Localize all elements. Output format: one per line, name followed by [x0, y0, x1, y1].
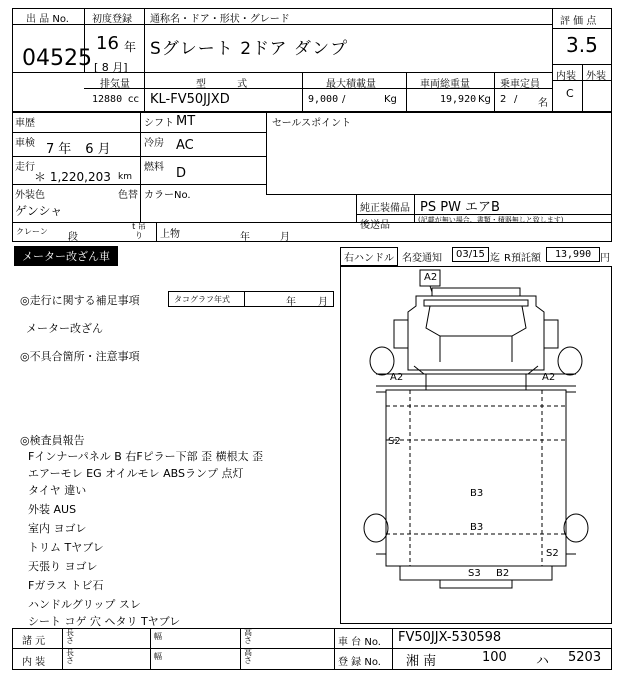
- history-label: 車歴: [15, 118, 35, 129]
- divider: [144, 8, 145, 72]
- sales-point-label: セールスポイント: [272, 118, 352, 129]
- damage-mark: S2: [546, 548, 559, 559]
- color-code-label: カラーNo.: [144, 190, 191, 201]
- lot-no-label: 出 品 No.: [26, 14, 69, 25]
- first-reg-year: 16: [96, 33, 119, 54]
- first-reg-label: 初度登録: [92, 14, 132, 25]
- damage-mark: B3: [470, 488, 484, 499]
- inspector-title: ◎検査員報告: [20, 434, 85, 447]
- shift-label: シフト: [144, 118, 174, 129]
- bed-front-posts: [426, 374, 526, 390]
- inspector-line: 天張り ヨゴレ: [28, 560, 98, 573]
- upper-label: 上物: [160, 229, 180, 240]
- capacity-value: 2: [500, 94, 507, 105]
- inspector-line: エアーモレ EG オイルモレ ABSランプ 点灯: [28, 467, 244, 480]
- divider: [266, 194, 612, 195]
- shift-value: MT: [176, 114, 196, 129]
- rear-bumper: [440, 580, 512, 588]
- damage-mark: A2: [542, 372, 556, 383]
- max-load-unit: Kg: [384, 94, 397, 105]
- crane-ton: t 吊り: [132, 222, 146, 240]
- front-left-wheel: [370, 347, 394, 375]
- fuel-label: 燃料: [144, 162, 164, 173]
- genuine-equip-value: PS PW エアB: [420, 200, 500, 215]
- model-name: Sグレート 2ドア ダンプ: [150, 39, 349, 59]
- windshield-top: [424, 300, 528, 306]
- inspection-month-unit: 月: [97, 142, 111, 157]
- genuine-equip-label: 純正装備品: [360, 203, 410, 214]
- interior-grade: C: [566, 87, 574, 100]
- cell-label-width: 幅: [154, 632, 162, 641]
- notice-date: 03/15: [452, 247, 489, 262]
- divider: [12, 72, 84, 73]
- cab-pillars: [440, 336, 512, 362]
- capacity-unit: 名: [538, 98, 548, 109]
- defects-title: ◎不具合箇所・注意事項: [20, 350, 140, 363]
- divider: [150, 628, 151, 670]
- upper-month-unit: 月: [280, 232, 290, 243]
- divider: [494, 72, 495, 112]
- running-title: ◎走行に関する補足事項: [20, 294, 140, 307]
- front-right-wheel: [558, 347, 582, 375]
- mileage-value: ＊ 1,220,203: [34, 170, 111, 184]
- bed-cross-lines: [386, 406, 566, 534]
- damage-mark: A2: [390, 372, 404, 383]
- divider: [582, 64, 583, 112]
- max-load-sep: /: [342, 94, 346, 105]
- reg-number: 5203: [568, 650, 602, 665]
- grade-label: 評 価 点: [560, 16, 597, 27]
- cab-body: [408, 296, 544, 370]
- interior-label: 内装: [556, 71, 576, 82]
- capacity-label: 乗車定員: [500, 79, 540, 90]
- interior-row-label: 内 装: [22, 657, 46, 668]
- divider: [356, 194, 357, 222]
- divider: [334, 628, 335, 670]
- inspector-line: トリム Tヤブレ: [28, 541, 104, 554]
- divider: [140, 112, 141, 222]
- divider: [414, 214, 415, 222]
- grade-value: 3.5: [566, 33, 598, 57]
- inspector-line: シート コゲ 穴 ヘタリ Tヤブレ: [28, 615, 181, 628]
- divider: [240, 628, 241, 670]
- yen-unit: 円: [600, 253, 610, 264]
- rear-right-wheel: [564, 514, 588, 542]
- inspector-line: ハンドルグリップ スレ: [28, 598, 141, 611]
- notice-label: 名変通知: [402, 253, 442, 264]
- divider: [84, 88, 552, 89]
- gross-weight-value: 19,920: [440, 94, 477, 105]
- damage-mark: A2: [424, 272, 438, 283]
- damage-mark: B2: [496, 568, 510, 579]
- lot-number: 04525: [22, 46, 92, 71]
- running-note: メーター改ざん: [26, 322, 103, 335]
- rhd-badge: 右ハンドル: [340, 247, 398, 266]
- ac-value: AC: [176, 138, 194, 153]
- chassis-label: 車 台 No.: [338, 637, 381, 648]
- crane-label: クレーン: [16, 227, 48, 236]
- divider: [406, 72, 407, 112]
- cargo-bed: [386, 390, 566, 566]
- inspection-month: 6: [85, 142, 94, 157]
- mileage-unit: km: [118, 172, 132, 182]
- divider: [156, 222, 157, 242]
- reg-kana: ハ: [536, 654, 550, 669]
- displacement-value: 12880: [92, 94, 123, 105]
- tacho-year-unit: 年: [286, 297, 296, 308]
- inspector-line: Fガラス トビ石: [28, 579, 104, 592]
- divider: [12, 132, 266, 133]
- divider: [266, 112, 267, 194]
- gross-weight-label: 車両総重量: [420, 79, 470, 90]
- spec-row-label: 諸 元: [22, 636, 46, 647]
- capacity-sep: /: [514, 94, 518, 105]
- inspector-line: 外装 AUS: [28, 503, 77, 516]
- inspection-label: 車検: [15, 138, 35, 149]
- cab-mirrors: [394, 320, 558, 348]
- damage-mark: S2: [388, 436, 401, 447]
- footer-frame: [12, 628, 612, 670]
- inspection-year-unit: 年: [58, 142, 72, 157]
- docs-label: 後送品: [360, 220, 390, 231]
- windshield: [426, 306, 526, 336]
- mileage-label: 走行: [15, 162, 35, 173]
- notice-unit: 迄: [490, 253, 500, 264]
- divider: [414, 194, 415, 214]
- bed-inner-lines: [410, 390, 542, 566]
- ext-color-label: 外装色: [15, 190, 45, 201]
- year-unit: 年: [124, 40, 137, 54]
- ext-color-value: ゲンシャ: [15, 204, 63, 218]
- divider: [144, 72, 145, 112]
- upper-year-unit: 年: [240, 232, 250, 243]
- divider: [552, 28, 612, 29]
- first-reg-month-bracket: [ 8 月]: [94, 61, 128, 74]
- chassis-no: FV50JJX-530598: [398, 630, 502, 645]
- docs-note: (記載が無い場合、書類・積器無しと致します): [418, 216, 564, 224]
- max-load-value: 9,000: [308, 94, 339, 105]
- displacement-label: 排気量: [100, 79, 130, 90]
- model-name-label: 通称名・ドア・形状・グレード: [150, 14, 290, 25]
- divider: [302, 72, 303, 112]
- reg-class: 100: [482, 650, 507, 665]
- reg-area: 湘 南: [406, 654, 437, 669]
- type-label: 型 式: [196, 79, 262, 90]
- cell-label-height: 高さ: [244, 628, 252, 645]
- reg-label: 登 録 No.: [338, 657, 381, 668]
- ac-label: 冷房: [144, 138, 164, 149]
- cell-label-width: 幅: [154, 652, 162, 661]
- gross-weight-unit: Kg: [478, 94, 491, 105]
- divider: [392, 628, 393, 670]
- meter-tamper-badge: メーター改ざん車: [14, 246, 118, 266]
- divider: [552, 8, 553, 112]
- first-reg-month: 8: [101, 61, 109, 74]
- divider: [84, 72, 552, 73]
- inspector-line: タイヤ 違い: [28, 484, 87, 497]
- crane-stage: 段: [68, 232, 78, 243]
- cell-label-length: 長さ: [66, 648, 74, 665]
- divider: [62, 628, 63, 670]
- divider: [12, 648, 612, 649]
- tacho-month-unit: 月: [318, 297, 328, 308]
- recycle-amount: 13,990: [546, 247, 600, 262]
- month-unit: 月: [112, 61, 124, 74]
- inspection-date: [46, 138, 111, 157]
- inspector-line: 室内 ヨゴレ: [28, 522, 87, 535]
- max-load-label: 最大積載量: [326, 79, 376, 90]
- cell-label-length: 長さ: [66, 628, 74, 645]
- cell-label-height: 高さ: [244, 648, 252, 665]
- fuel-value: D: [176, 166, 187, 181]
- inspector-line: Fインナーパネル B 右Fピラー下部 歪 横根太 歪: [28, 450, 264, 463]
- type-value: KL-FV50JJXD: [150, 92, 230, 107]
- inspection-year: 7: [46, 142, 55, 157]
- divider: [244, 291, 245, 307]
- displacement-unit: cc: [128, 94, 139, 105]
- damage-mark: B3: [470, 522, 484, 533]
- cab-roof: [432, 288, 520, 296]
- damage-mark: S3: [468, 568, 481, 579]
- rear-left-wheel: [364, 514, 388, 542]
- exterior-label: 外装: [586, 71, 606, 82]
- tachograph-label: タコグラフ年式: [174, 295, 230, 304]
- recycle-label: R預託額: [504, 253, 541, 264]
- color-no-label: 色替: [118, 190, 138, 201]
